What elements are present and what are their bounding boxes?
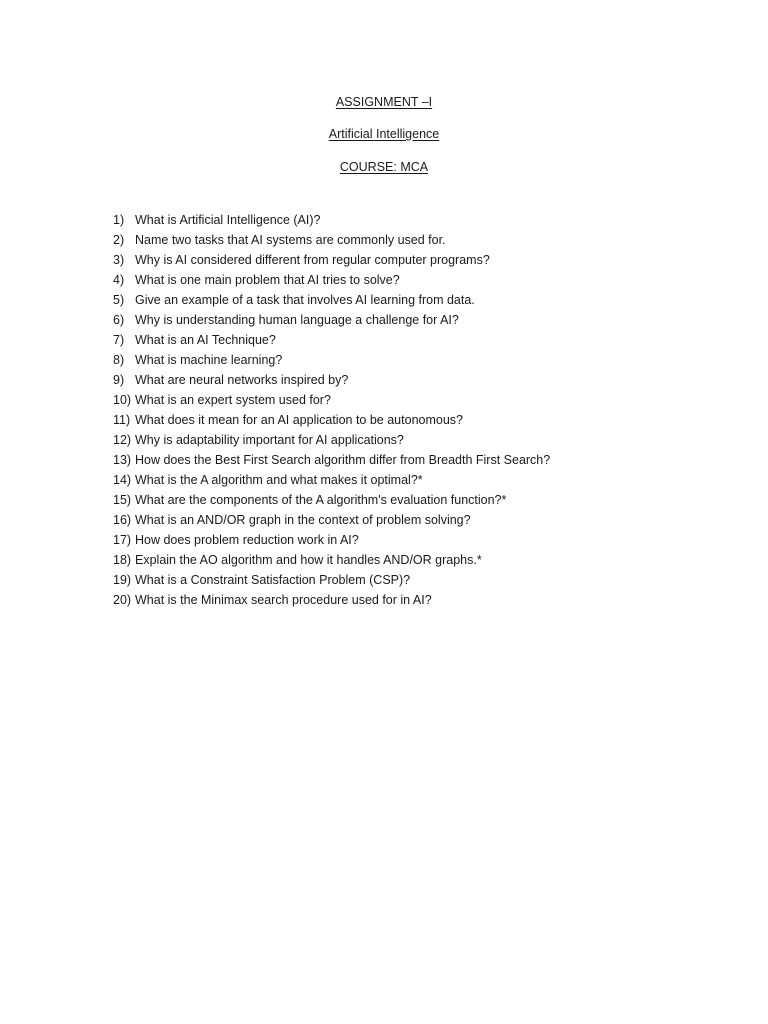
question-item <box>113 371 550 391</box>
question-number: 16) <box>113 513 132 527</box>
question-item <box>113 211 550 231</box>
question-number: 2) <box>113 233 125 247</box>
question-text: How does problem reduction work in AI? <box>135 533 359 547</box>
question-number: 6) <box>113 313 125 327</box>
question-item <box>113 351 550 371</box>
question-number: 3) <box>113 253 125 267</box>
assignment-title-text: ASSIGNMENT –I <box>335 95 433 109</box>
subject-title <box>0 126 768 142</box>
question-item <box>113 291 550 311</box>
course-title-text: COURSE: MCA <box>339 160 429 174</box>
question-text: What is an AI Technique? <box>135 333 276 347</box>
question-number: 13) <box>113 453 132 467</box>
question-item <box>113 591 550 611</box>
question-text: What is a Constraint Satisfaction Problem (CSP)? <box>135 573 411 587</box>
question-number: 8) <box>113 353 125 367</box>
question-text: How does the Best First Search algorithm differ from Breadth First Search? <box>135 453 551 467</box>
question-text: What is the A algorithm and what makes it optimal?* <box>135 473 423 487</box>
question-text: What is an AND/OR graph in the context of problem solving? <box>135 513 471 527</box>
question-text: What is an expert system used for? <box>135 393 331 407</box>
question-item <box>113 551 550 571</box>
question-text: What are neural networks inspired by? <box>135 373 349 387</box>
question-number: 5) <box>113 293 125 307</box>
question-number: 18) <box>113 553 132 567</box>
question-item <box>113 531 550 551</box>
question-item <box>113 271 550 291</box>
question-item <box>113 411 550 431</box>
question-text: What does it mean for an AI application to be autonomous? <box>135 413 463 427</box>
question-number: 14) <box>113 473 132 487</box>
question-item <box>113 511 550 531</box>
question-item <box>113 331 550 351</box>
question-text: What is the Minimax search procedure used for in AI? <box>135 593 432 607</box>
question-item <box>113 251 550 271</box>
question-text: What is one main problem that AI tries to solve? <box>135 273 400 287</box>
course-title <box>0 159 768 175</box>
question-number: 7) <box>113 333 125 347</box>
question-list <box>113 211 550 611</box>
subject-title-text: Artificial Intelligence <box>328 127 440 141</box>
question-number: 10) <box>113 393 132 407</box>
question-text: Explain the AO algorithm and how it handles AND/OR graphs.* <box>135 553 482 567</box>
question-item <box>113 391 550 411</box>
question-text: Why is adaptability important for AI applications? <box>135 433 404 447</box>
question-item <box>113 431 550 451</box>
question-text: Give an example of a task that involves AI learning from data. <box>135 293 475 307</box>
question-number: 20) <box>113 593 132 607</box>
question-text: What is Artificial Intelligence (AI)? <box>135 213 321 227</box>
question-number: 9) <box>113 373 125 387</box>
question-number: 4) <box>113 273 125 287</box>
question-number: 11) <box>113 413 131 427</box>
question-text: Why is understanding human language a challenge for AI? <box>135 313 459 327</box>
question-item <box>113 451 550 471</box>
question-text: What is machine learning? <box>135 353 283 367</box>
question-item <box>113 571 550 591</box>
question-item <box>113 311 550 331</box>
question-item <box>113 471 550 491</box>
assignment-title <box>0 94 768 110</box>
question-text: What are the components of the A algorithm's evaluation function?* <box>135 493 507 507</box>
question-number: 15) <box>113 493 132 507</box>
question-item <box>113 231 550 251</box>
question-number: 19) <box>113 573 132 587</box>
question-number: 1) <box>113 213 125 227</box>
question-item <box>113 491 550 511</box>
question-text: Name two tasks that AI systems are commonly used for. <box>135 233 446 247</box>
question-number: 12) <box>113 433 132 447</box>
question-number: 17) <box>113 533 132 547</box>
question-text: Why is AI considered different from regular computer programs? <box>135 253 490 267</box>
